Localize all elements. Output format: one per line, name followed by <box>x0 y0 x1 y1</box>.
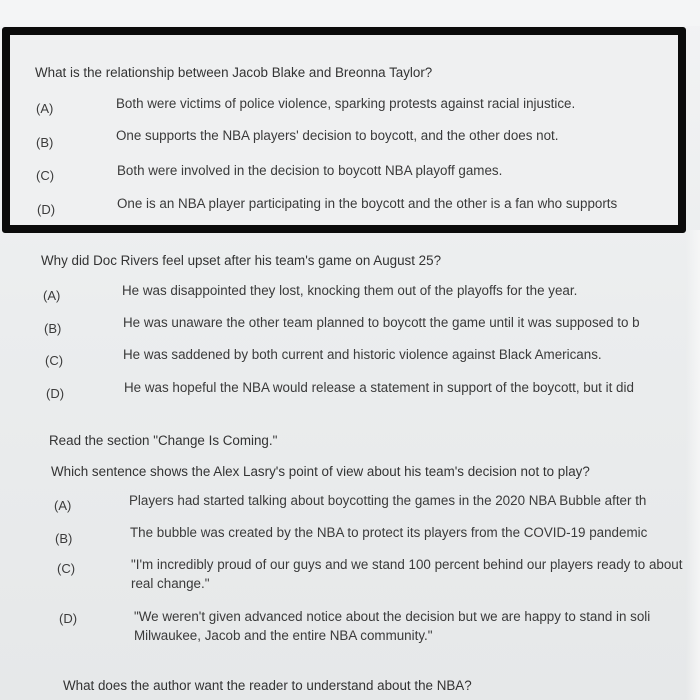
question-2-option-d-letter: (D) <box>46 386 65 401</box>
question-3-option-a: Players had started talking about boycotting the games in the 2020 NBA Bubble after th <box>129 493 647 508</box>
question-3-instruction: Read the section "Change Is Coming." <box>49 433 278 448</box>
question-2-option-b: He was unaware the other team planned to boycott the game until it was supposed to b <box>123 315 640 330</box>
question-1-option-b-letter: (B) <box>36 135 54 150</box>
question-2-option-c: He was saddened by both current and historic violence against Black Americans. <box>123 347 602 362</box>
question-1-option-c-letter: (C) <box>36 168 55 183</box>
question-1-option-a-letter: (A) <box>36 101 54 116</box>
question-2-option-a: He was disappointed they lost, knocking them out of the playoffs for the year. <box>122 283 578 298</box>
question-2-option-b-letter: (B) <box>44 321 62 336</box>
question-3-prompt: Which sentence shows the Alex Lasry's point of view about his team's decision not to play? <box>51 464 590 479</box>
question-1-option-a: Both were victims of police violence, sparking protests against racial injustice. <box>116 96 576 111</box>
question-3-option-c-letter: (C) <box>57 561 76 576</box>
question-1-option-c: Both were involved in the decision to boycott NBA playoff games. <box>117 163 503 178</box>
question-2-option-a-letter: (A) <box>43 288 61 303</box>
question-2-option-d: He was hopeful the NBA would release a statement in support of the boycott, but it did <box>124 380 634 395</box>
question-1-option-d-letter: (D) <box>37 202 56 217</box>
question-2-prompt: Why did Doc Rivers feel upset after his team's game on August 25? <box>41 253 442 268</box>
question-3-option-a-letter: (A) <box>54 498 72 513</box>
question-2-option-c-letter: (C) <box>45 353 64 368</box>
question-3-option-d: "We weren't given advanced notice about the decision but we are happy to stand in soli Milwaukee, Jacob and the entire NBA community." <box>134 609 651 643</box>
question-1-prompt: What is the relationship between Jacob Blake and Breonna Taylor? <box>35 65 433 80</box>
question-3-option-b-letter: (B) <box>55 531 73 546</box>
page-top-margin <box>0 0 700 26</box>
page-edge-shadow <box>686 230 700 700</box>
question-4-prompt: What does the author want the reader to understand about the NBA? <box>63 678 472 693</box>
question-1-option-d: One is an NBA player participating in the boycott and the other is a fan who supports <box>117 196 618 211</box>
question-3-option-d-letter: (D) <box>59 611 78 626</box>
question-3-option-b: The bubble was created by the NBA to protect its players from the COVID-19 pandemic <box>130 525 648 540</box>
question-3-option-c: "I'm incredibly proud of our guys and we stand 100 percent behind our players ready to about real change." <box>131 557 683 591</box>
question-1-option-b: One supports the NBA players' decision to boycott, and the other does not. <box>116 128 559 143</box>
